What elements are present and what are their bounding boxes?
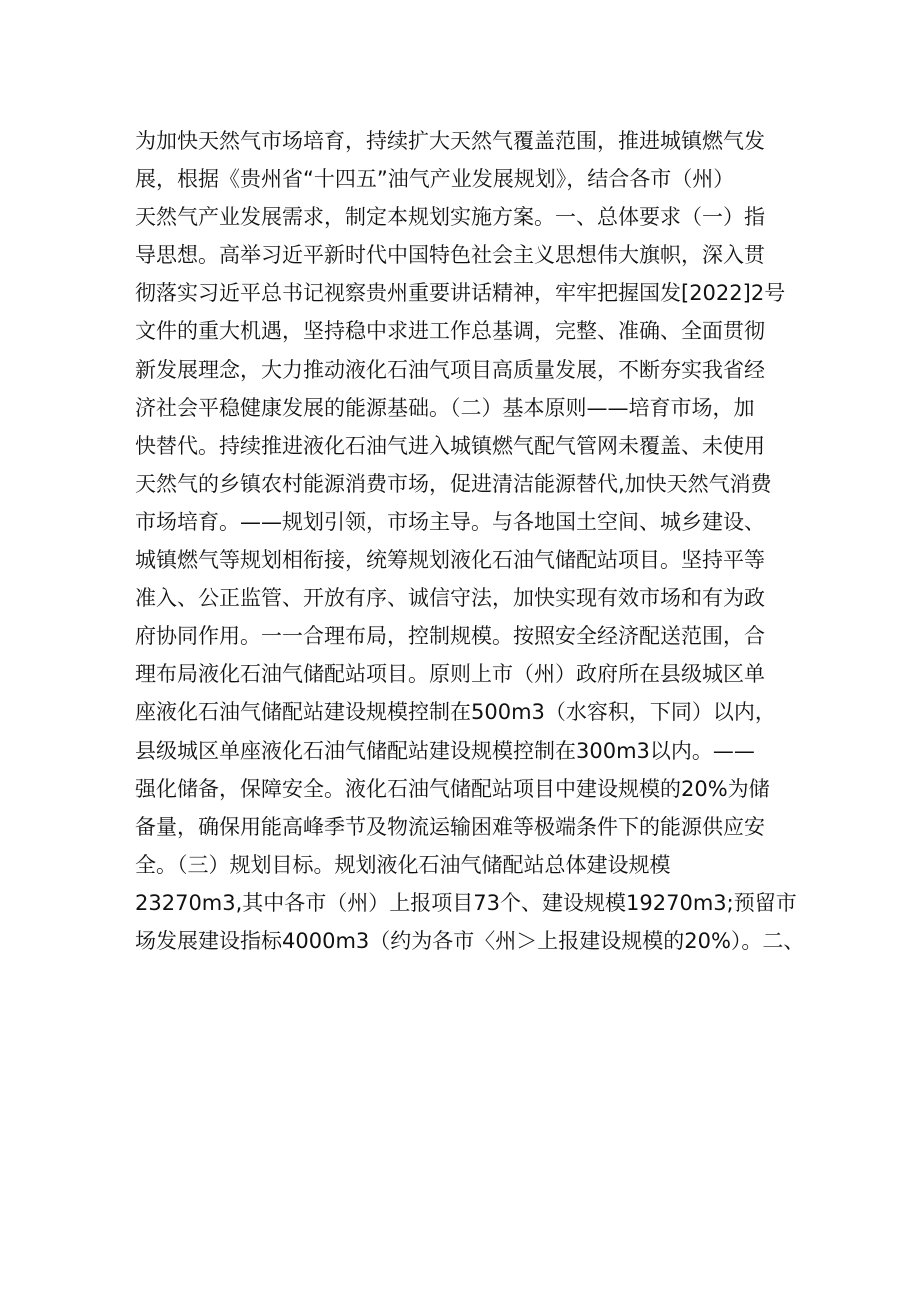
- text-line: 23270m3,其中各市（州）上报项目73个、建设规模19270m3;预留市: [135, 890, 797, 915]
- text-line: 天然气产业发展需求，制定本规划实施方案。一、总体要求（一）指: [135, 205, 765, 230]
- text-line: 备量，确保用能高峰季节及物流运输困难等极端条件下的能源供应安: [135, 814, 765, 839]
- text-line: 为加快天然气市场培育，持续扩大天然气覆盖范围，推进城镇燃气发: [135, 129, 765, 153]
- text-line: 彻落实习近平总书记视察贵州重要讲话精神，牢牢把握国发[2022]2号: [135, 281, 786, 306]
- body-text: [135, 122, 835, 960]
- text-line: 济社会平稳健康发展的能源基础。（二）基本原则——培育市场，加: [135, 395, 755, 420]
- text-line: 理布局液化石油气储配站项目。原则上市（州）政府所在县级城区单: [135, 662, 765, 687]
- text-line: 展，根据《贵州省“十四五”油气产业发展规划》，结合各市（州）: [135, 167, 735, 192]
- text-line: 全。（三）规划目标。规划液化石油气储配站总体建设规模: [135, 852, 671, 877]
- text-line: 场发展建设指标4000m3（约为各市〈州＞上报建设规模的20%）。二、: [135, 928, 805, 953]
- text-line: 市场培育。——规划引领，市场主导。与各地国土空间、城乡建设、: [135, 509, 765, 534]
- text-line: 导思想。高举习近平新时代中国特色社会主义思想伟大旗帜，深入贯: [135, 243, 765, 268]
- text-line: 天然气的乡镇农村能源消费市场，促进清洁能源替代,加快天然气消费: [135, 471, 772, 496]
- text-line: 快替代。持续推进液化石油气进入城镇燃气配气管网未覆盖、未使用: [135, 433, 765, 458]
- text-line: 文件的重大机遇，坚持稳中求进工作总基调，完整、准确、全面贯彻: [135, 319, 765, 344]
- text-line: 城镇燃气等规划相衔接，统筹规划液化石油气储配站项目。坚持平等: [135, 548, 765, 573]
- text-line: 座液化石油气储配站建设规模控制在500m3（水容积，下同）以内，: [135, 700, 776, 725]
- text-line: 县级城区单座液化石油气储配站建设规模控制在300m3以内。——: [135, 738, 755, 763]
- text-line: 府协同作用。一一合理布局，控制规模。按照安全经济配送范围，合: [135, 624, 765, 649]
- text-line: 强化储备，保障安全。液化石油气储配站项目中建设规模的20%为储: [135, 776, 770, 801]
- text-line: 准入、公正监管、开放有序、诚信守法，加快实现有效市场和有为政: [135, 586, 765, 611]
- text-line: 新发展理念，大力推动液化石油气项目高质量发展，不断夯实我省经: [135, 357, 765, 382]
